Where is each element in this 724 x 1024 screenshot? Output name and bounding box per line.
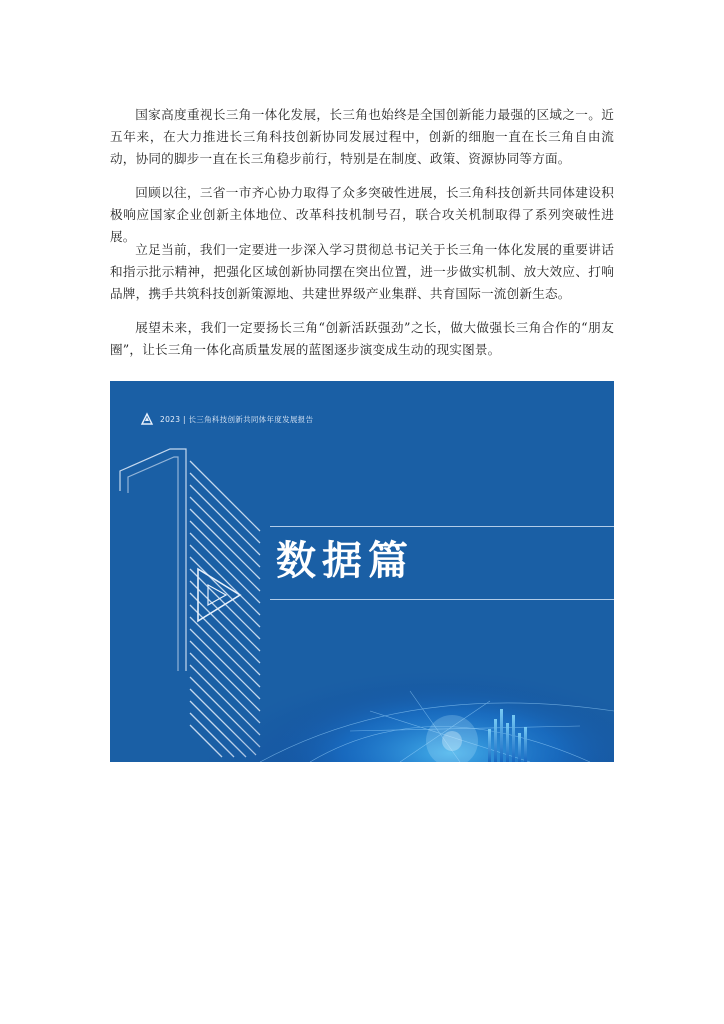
report-cover-image [110, 381, 614, 762]
paragraph-4: 展望未来，我们一定要扬长三角“创新活跃强劲”之长，做大做强长三角合作的“朋友圈”，让长三角一体化高质量发展的蓝图逐步演变成生动的现实图景。 [110, 320, 614, 357]
cover-title: 数据篇 [276, 538, 414, 584]
divider-bottom [270, 599, 614, 600]
stripe-pattern [190, 461, 260, 757]
paragraph-1: 国家高度重视长三角一体化发展，长三角也始终是全国创新能力最强的区域之一。近五年来，在大力推进长三角科技创新协同发展过程中，创新的细胞一直在长三角自由流动，协同的脚步一直在长三角稳步前行，特别是在制度、政策、资源协同等方面。 [110, 107, 614, 166]
numeral-one-graphic [120, 449, 186, 671]
triangle-logo-icon [140, 412, 154, 426]
divider-top [270, 526, 614, 527]
cover-header [140, 411, 313, 427]
cover-header-text: 2023 | 长三角科技创新共同体年度发展报告 [160, 414, 314, 424]
paragraph-3: 立足当前，我们一定要进一步深入学习贯彻总书记关于长三角一体化发展的重要讲话和指示批示精神，把强化区域创新协同摆在突出位置，进一步做实机制、放大效应、打响品牌，携手共筑科技创新策源地、共建世界级产业集群、共育国际一流创新生态。 [110, 242, 614, 301]
paragraph-2: 回顾以往，三省一市齐心协力取得了众多突破性进展，长三角科技创新共同体建设积极响应国家企业创新主体地位、改革科技机制号召，联合攻关机制取得了系列突破性进展。 [110, 185, 614, 244]
